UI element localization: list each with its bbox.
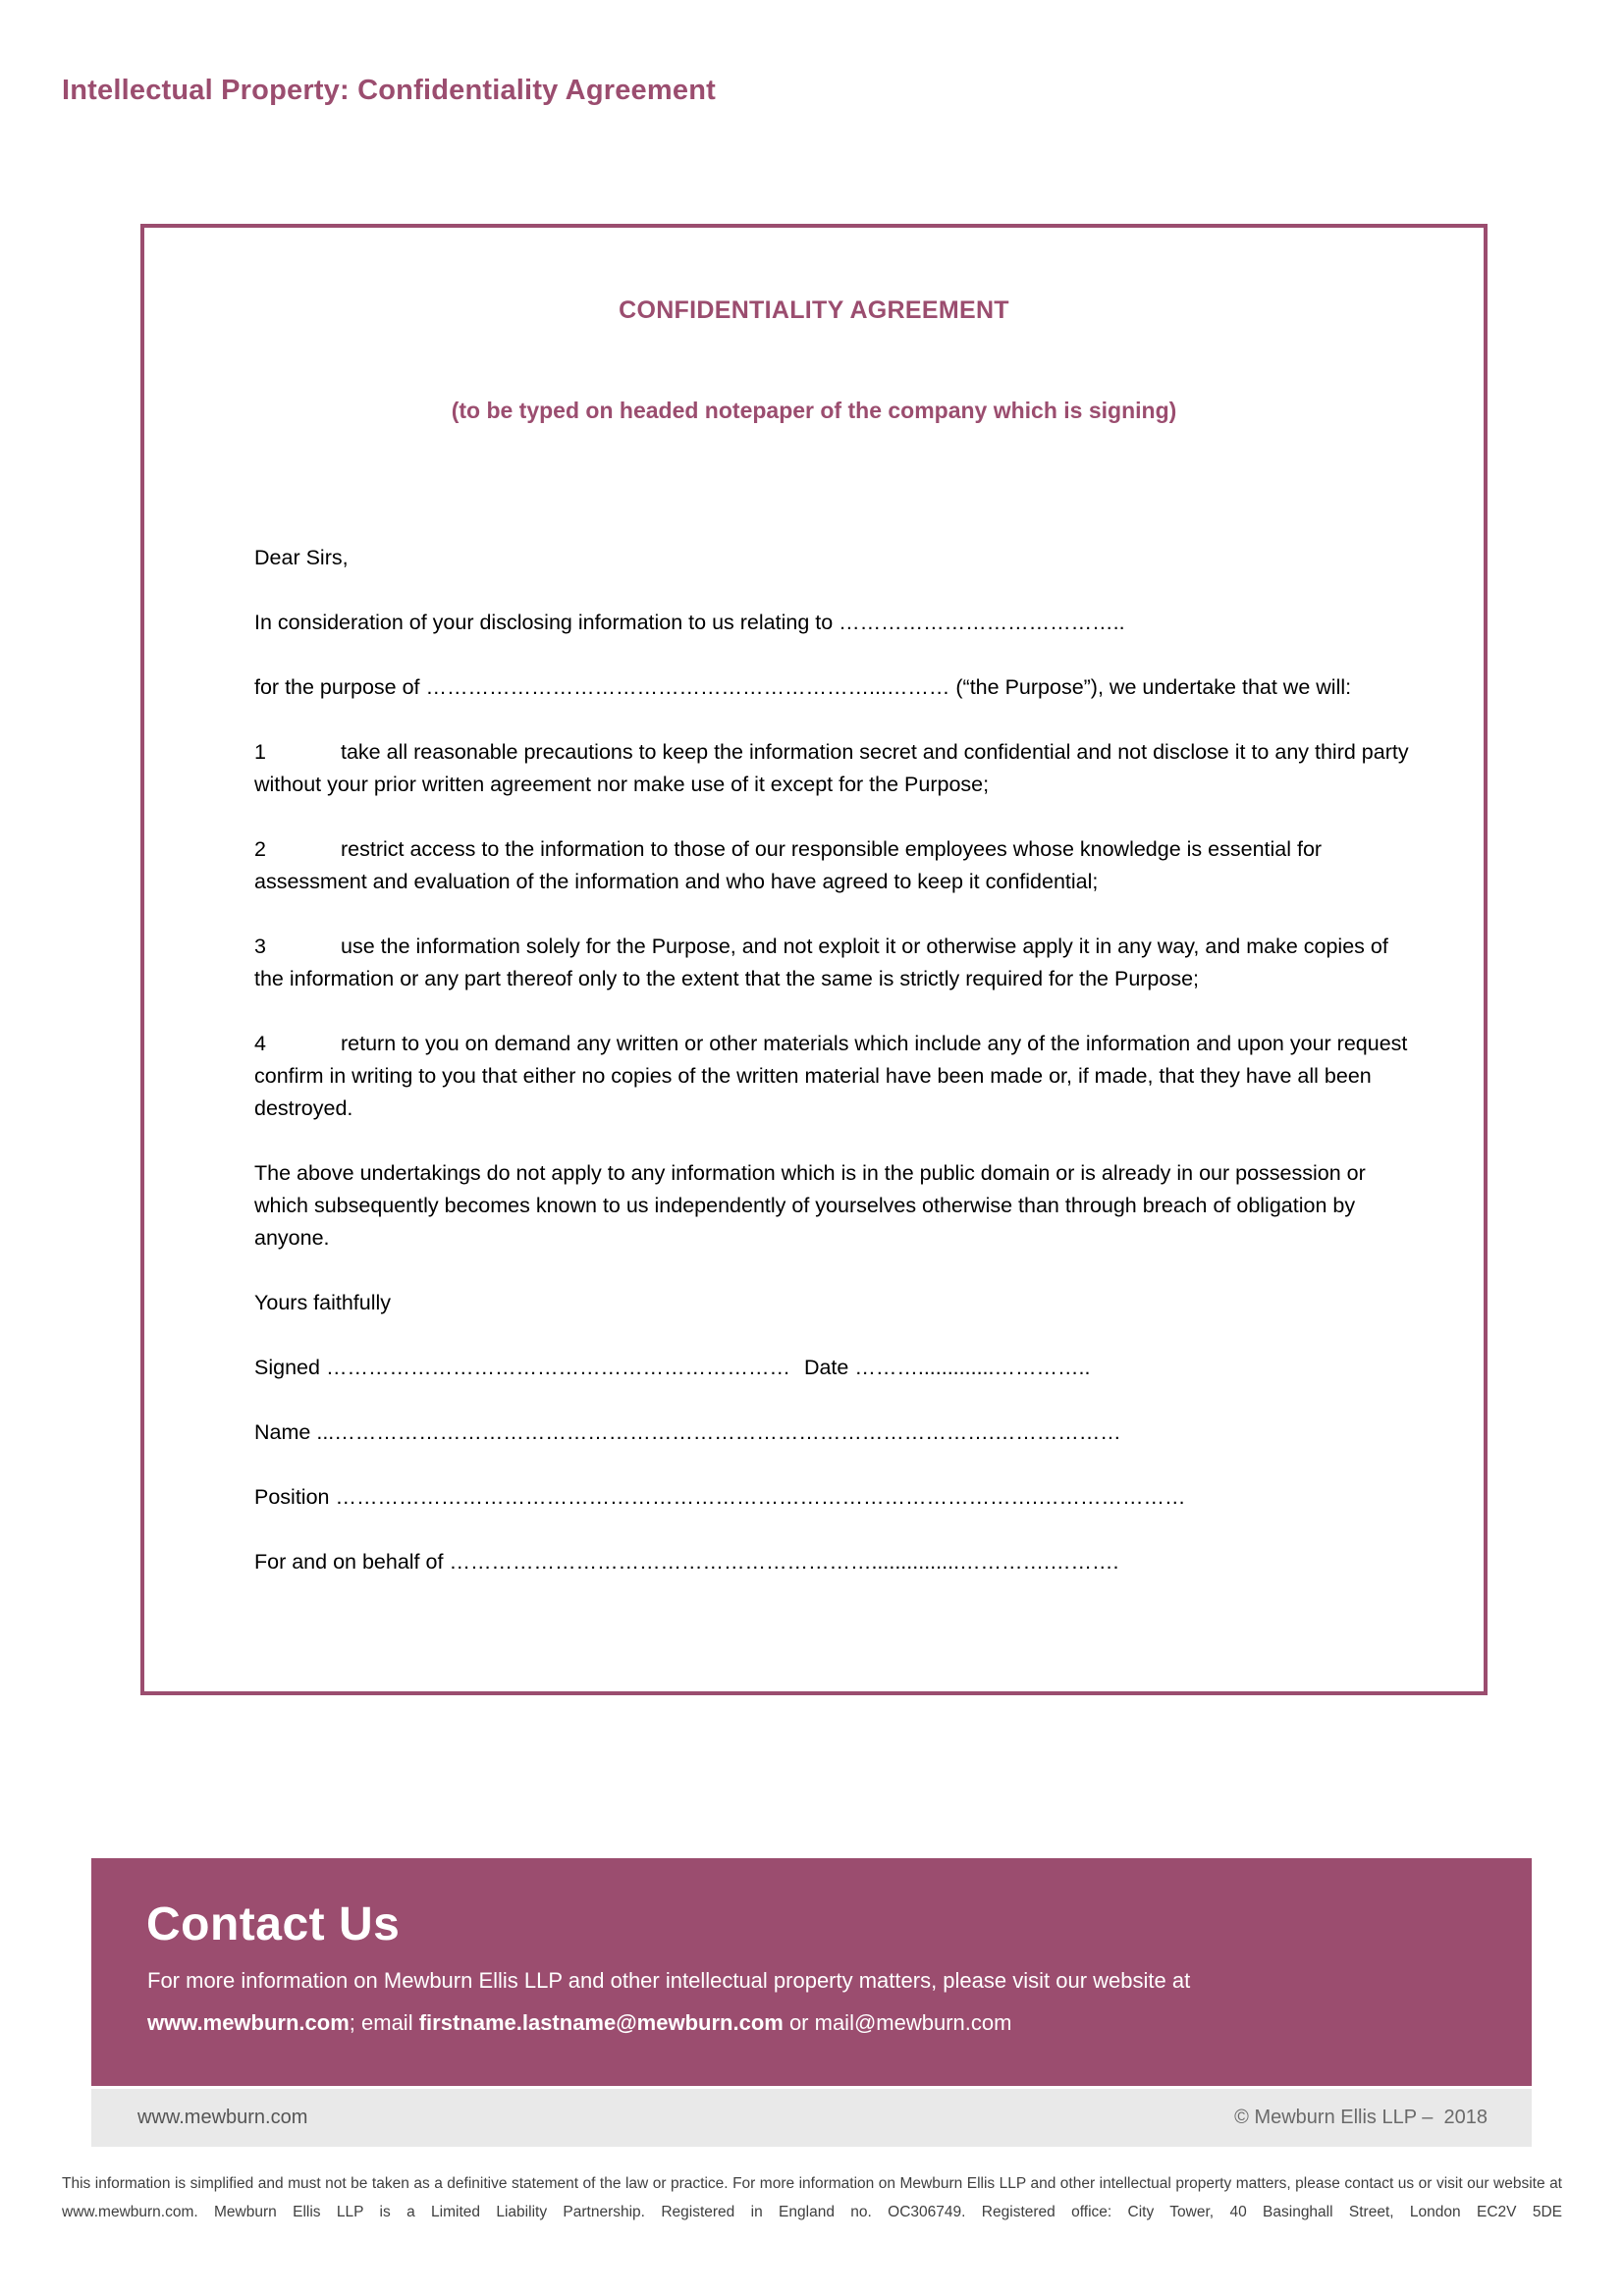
salutation: Dear Sirs, [254,546,349,569]
email-firstname-link[interactable]: firstname.lastname@mewburn.com [418,2010,784,2035]
clause-1 [254,736,1417,801]
agreement-subtitle: (to be typed on headed notepaper of the company which is signing) [451,398,1177,423]
clause-1-text: take all reasonable precautions to keep the information secret and confidential and not disclose it to any third party without your prior written agreement nor make use of it except for the Purpose; [254,740,1409,796]
page-title: Intellectual Property: Confidentiality Agreement [62,75,716,107]
position-dotted-line: ……………………………………………………………………………………….………………… [335,1485,1186,1509]
agreement-body [254,542,1417,1611]
clause-3-text: use the information solely for the Purpose, and not exploit it or otherwise apply it in any way, and make copies of the information or any part thereof only to the extent that the same is strictly required for the Purpose; [254,934,1388,990]
clause-1-number: 1 [254,740,266,764]
para-exclusion: The above undertakings do not apply to any information which is in the public domain or is already in our possession or which subsequently becomes known to us independently of yourselves otherwise than through breach of obligation by anyone. [254,1161,1366,1250]
agreement-box [140,224,1488,1695]
contact-heading: Contact Us [146,1898,401,1950]
clause-4-number: 4 [254,1032,266,1055]
name-dotted-line: ...………………………………………………………………………………….……………… [316,1420,1121,1444]
clause-2 [254,833,1417,898]
signed-label: Signed [254,1356,320,1379]
contact-section [91,1858,1532,2086]
para-consideration: In consideration of your disclosing information to us relating to ………………………………….. [254,611,1125,634]
legal-fine-print: This information is simplified and must not be taken as a definitive statement of the law or practice. For more information on Mewburn Ellis LLP and other intellectual property matters, please contact us or visit our website at www.mewburn.com. Mewburn Ellis LLP is a Limited Liability Partnership. Registered in England no. OC306749. Registered office: City Tower, 40 Basinghall Street, London EC2V 5DE [62,2175,1562,2220]
contact-separator-2: or [783,2010,815,2035]
date-label: Date [803,1356,849,1379]
signature-name-row [254,1416,1417,1449]
position-label: Position [254,1485,330,1509]
closing: Yours faithfully [254,1291,392,1314]
date-part [804,1356,1091,1379]
clause-4 [254,1028,1417,1125]
contact-separator-1: ; email [349,2010,419,2035]
contact-text-line2 [147,2010,1011,2036]
footer-bar [91,2089,1532,2147]
signature-signed-row [254,1352,1417,1384]
clause-2-text: restrict access to the information to those of our responsible employees whose knowledge is essential for assessment and evaluation of the information and who have agreed to keep it confidential; [254,837,1323,893]
signature-behalf-row [254,1546,1417,1578]
clause-4-text: return to you on demand any written or other materials which include any of the information and upon your request confirm in writing to you that either no copies of the written material have been made or, if made, that they have all been destroyed. [254,1032,1408,1120]
clause-3 [254,931,1417,995]
signature-position-row [254,1481,1417,1514]
name-label: Name [254,1420,311,1444]
date-dotted-line: ……….............………….. [854,1356,1091,1379]
contact-text-line1: For more information on Mewburn Ellis LLP and other intellectual property matters, please visit our website at [147,1968,1191,1993]
footer-copyright: © Mewburn Ellis LLP – 2018 [1234,2107,1488,2128]
website-link[interactable]: www.mewburn.com [147,2010,350,2035]
footer-website-link[interactable]: www.mewburn.com [137,2107,308,2128]
clause-3-number: 3 [254,934,266,958]
clause-2-number: 2 [254,837,266,861]
signed-dotted-line: ………………………………………………………… [325,1356,790,1379]
agreement-title: CONFIDENTIALITY AGREEMENT [619,296,1009,324]
email-mail-link[interactable]: mail@mewburn.com [814,2010,1012,2035]
behalf-label: For and on behalf of [254,1550,444,1574]
para-purpose: for the purpose of ………………………………………………………...……… (“the Purpose”), we undertake that we will: [254,675,1352,699]
behalf-dotted-line: ……………………………………………………...............………….………. [449,1550,1119,1574]
